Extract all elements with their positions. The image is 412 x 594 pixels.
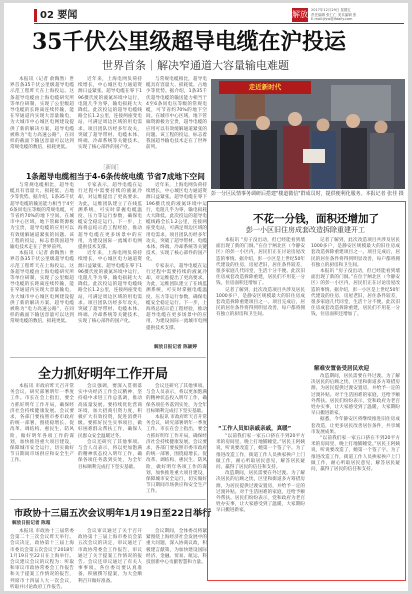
main-credit: 解放日报记者 陈颖婷 — [154, 345, 197, 350]
second-col-1: 本报讯 市政府昨天召开常务会议，研究部署明年一季度工作。市长在会上指出，要全力抓好明年工作开局，确保经济社会持续健康发展。会议要求，各部门要按照市委市政府的统一部署，围绕稳增长、促改革、调结构、惠民生、防风险，做好明年各项工作的谋划，加快推进重大项目建设，保障城市安全运行，切实做好节日期间市场供应和安全生产工作。 — [10, 384, 74, 464]
feature-col-1: 本报讯 “房子没出动，但已经能看到墙面出现了新的门洞。”在位于闸北区（今静安区）的彭一小区内，居民们正在讨论房屋改造的事情。据介绍，彭一小区是上世纪50年代建设的住房，房屋老旧，居住条件较差，很多家庭几代同堂，生活十分不便。此次旧住房成套改造拆除重建，居民们不用花一分钱，住房面积还增加了。 记者了解到，此次改造项目共涉及居民1000多户，是静安区规模最大的旧住房成套改造拆除重建项目之一。项目完成后，居民的居住条件将得到明显改善，每户都将拥有独立的厨房和卫生间。 — [216, 238, 305, 318]
feature-mini-head-1: “工作人员如亲戚亲戚，真暖” — [218, 426, 292, 432]
divider-1 — [10, 357, 206, 358]
main-col-6: 近年来，上海电网负荷持续增长，中心城区电力通道资源日益紧张。超导电缆在零下196摄氏度的液氮环境中运行，电阻几乎为零，输电损耗大大降低。此次投运的超导电缆线路全长1.2公里，连接两座变电站，可满足周边区域的用电需求。项目团队历经多年攻关，突破了超导带材、电缆本体、终端、冷却系统等关键技术，实现了核心部件的国产化。 专家表示，超导电缆在运行过程中需要持续的液氮冷却，对运维提出了更高要求。为此，运维团队建立了在线监测系统，可实时掌握电缆温度、压力等运行参数，确保电缆安全稳定运行。下一步，上海将总结示范工程经验，推动超导电缆在更多场景中的应用，为建设国际一流城市电网提供技术支撑。 — [146, 183, 207, 331]
main-headline: 35千伏公里级超导电缆在沪投运 — [32, 29, 346, 55]
second-col-3: 会议还研究了其他事项。与会人员表示，将以更加饱满的精神状态投入明年工作，确保各项任务落到实处，为全年目标顺利完成打下坚实基础。 本报讯 市政府昨天召开常务会议，研究部署明年一季度工作。市长在会上指出，要全力抓好明年工作开局，确保经济社会持续健康发展。会议要求，各部门要按照市委市政府的统一部署，围绕稳增长、促改革、调结构、惠民生、防风险，做好明年各项工作的谋划，加快推进重大项目建设，保障城市安全运行，切实做好节日期间市场供应和安全生产工作。 — [146, 384, 207, 495]
news-photo — [211, 79, 405, 189]
second-col-2: 会议强调，要深入贯彻落实中央经济工作会议精神，坚持稳中求进工作总基调，推动高质量发展。要持续优化营商环境，加大招商引资力度，积极扩大有效投资，促进消费升级。要抓好民生实事项目，做好困难群众帮扶工作，确保人民群众安全温暖过冬。 会议还研究了其他事项。与会人员表示，将以更加饱满的精神状态投入明年工作，确保各项任务落到实处，为全年目标顺利完成打下坚实基础。 — [78, 384, 142, 470]
header-rule — [34, 23, 404, 24]
third-col-3: 会议期间，全体委员将紧紧围绕上海经济社会发展中的重大问题，深入协商议政，积极建言献策，为加快建设国际经济、金融、贸易、航运、科技创新中心贡献智慧和力量。 — [146, 529, 207, 566]
masthead — [292, 8, 402, 22]
third-col-1: 本报讯 市政协十三届常委会第二十三次会议昨天举行。会议决定，政协第十三届上海市委员会第五次会议于2018年1月19日至22日在上海举行。会议建议会议的议程为：听取和审议市政协常委会工作报告和关于提案工作情况的报告，列席市十四届人大一次会议，听取并讨论政府工作报告。 — [10, 529, 74, 590]
section-label — [34, 9, 80, 22]
sub-headline: 1条超导电缆相当于4-6条传统电缆 节省7成地下空间 — [26, 172, 205, 181]
main-col-4: 与常规电缆相比，超导电缆具有容量大、损耗低、占地少等优势。据介绍，1条35千伏超导电缆的输送能力相当于4至6条同电压等级的常规电缆，可节省约70%的地下空间。在城市中心区域，地下管廊资源极为宝贵，超导电缆的应用可以有效缓解通道紧张的问题。该工程的投运，标志着我国超导输电技术走在了世界前列。 本报讯（记者 俞陶然）世界首条35千伏公里级超导电缆示范工程昨天在上海投运。这条超导电缆由上海电缆研究所等单位研制，实现了公里级超导电缆的长距离连续传输，能在窄通道内实现大容量输电，为大城市中心城区电网建设提供了新的解决方案。超导电缆被称为“电力高速公路”，在同样的截面下输送容量可以达到常规电缆的数倍，损耗更低。 — [10, 183, 74, 325]
main-col-5: 专家表示，超导电缆在运行过程中需要持续的液氮冷却，对运维提出了更高要求。为此，运维团队建立了在线监测系统，可实时掌握电缆温度、压力等运行参数，确保电缆安全稳定运行。下一步，上海将总结示范工程经验，推动超导电缆在更多场景中的应用，为建设国际一流城市电网提供技术支撑。 近年来，上海电网负荷持续增长，中心城区电力通道资源日益紧张。超导电缆在零下196摄氏度的液氮环境中运行，电阻几乎为零，输电损耗大大降低。此次投运的超导电缆线路全长1.2公里，连接两座变电站，可满足周边区域的用电需求。项目团队历经多年攻关，突破了超导带材、电缆本体、终端、冷却系统等关键技术，实现了核心部件的国产化。 — [78, 183, 142, 325]
news-tag: ［新闻］ — [100, 165, 123, 171]
third-col-2: 会议审议通过了关于召开政协第十三届上海市委员会第五次会议的决定，审议通过了市政协常委会工作报告，审议通过了关于提案工作情况的报告。会议还审议通过了有关人事事项。各位委员要认真准备，积极撰写提案，为大会顺利召开做好准备。 — [78, 529, 142, 584]
feature-col-4: 改造期间，居民需要在外过渡。为了解决居民的后顾之忧，区里和街道多方筹措房源，为居民提供过渡安置房，并给予一定的过渡补贴。对于生活困难的家庭，还给予额外帮扶。居民们纷纷表示，党和政府为老百姓办实事，让大家感受到了温暖，大家期盼早日搬进新家。 据悉，今年静安区将继续推进旧住房成套改造，让更多居民改善居住条件，共享城市发展成果。 “以前我们家一家五口挤在不到20平方米的房间里，晚上打地铺睡觉。”居民王阿姨说，听说要改造了，她第一个签了字。为了推进改造工作，街道工作人员挨家挨户上门做工作，耐心听取居民意见，解答居民疑问，赢得了居民的信任和支持。 — [311, 374, 400, 473]
photo-image — [211, 79, 405, 189]
photo-banner: 走近新时代 — [219, 81, 311, 94]
page-header — [4, 3, 408, 25]
feature-col-3: “以前我们家一家五口挤在不到20平方米的房间里，晚上打地铺睡觉。”居民王阿姨说，听说要改造了，她第一个签了字。为了推进改造工作，街道工作人员挨家挨户上门做工作，耐心听取居民意见，解答居民疑问，赢得了居民的信任和支持。 改造期间，居民需要在外过渡。为了解决居民的后顾之忧，区里和街道多方筹措房源，为居民提供过渡安置房，并给予一定的过渡补贴。对于生活困难的家庭，还给予额外帮扶。居民们纷纷表示，党和政府为老百姓办实事，让大家感受到了温暖，大家期盼早日搬进新家。 — [216, 434, 305, 514]
feature-subtitle: 彭一小区旧住房成套改造拆除重建开工 — [246, 226, 365, 234]
feature-col-2: 记者了解到，此次改造项目共涉及居民1000多户，是静安区规模最大的旧住房成套改造拆除重建项目之一。项目完成后，居民的居住条件将得到明显改善，每户都将拥有独立的厨房和卫生间。 本报讯 “房子没出动，但已经能看到墙面出现了新的门洞。”在位于闸北区（今静安区）的彭一小区内，居民们正在讨论房屋改造的事情。据介绍，彭一小区是上世纪50年代建设的住房，房屋老旧，居住条件较差，很多家庭几代同堂，生活十分不便。此次旧住房成套改造拆除重建，居民们不用花一分钱，住房面积还增加了。 — [311, 238, 400, 318]
second-headline: 全力抓好明年工作开局 — [38, 367, 169, 382]
page-number: 02 — [40, 10, 54, 21]
main-col-3: 与常规电缆相比，超导电缆具有容量大、损耗低、占地少等优势。据介绍，1条35千伏超导电缆的输送能力相当于4至6条同电压等级的常规电缆，可节省约70%的地下空间。在城市中心区域，地下管廊资源极为宝贵，超导电缆的应用可以有效缓解通道紧张的问题。该工程的投运，标志着我国超导输电技术走在了世界前列。 — [146, 77, 207, 151]
masthead-logo: 解放 — [292, 8, 308, 22]
main-col-2: 近年来，上海电网负荷持续增长，中心城区电力通道资源日益紧张。超导电缆在零下196摄氏度的液氮环境中运行，电阻几乎为零，输电损耗大大降低。此次投运的超导电缆线路全长1.2公里，连接两座变电站，可满足周边区域的用电需求。项目团队历经多年攻关，突破了超导带材、电缆本体、终端、冷却系统等关键技术，实现了核心部件的国产化。 — [78, 77, 142, 151]
feature-mini-head-2: 解难安置备受居民欢迎 — [314, 366, 370, 372]
third-credit: 解放日报记者 陈超 — [12, 521, 51, 526]
feature-box — [207, 201, 406, 581]
masthead-info: 2017年12月29日 星期五 责任编辑 张仁仁 美术编辑 张 E-mail:jfyw@jfdaily.com — [311, 8, 357, 22]
third-headline: 市政协十三届五次会议明年1月19日至22日举行 — [14, 508, 212, 519]
main-col-1: 本报讯（记者 俞陶然）世界首条35千伏公里级超导电缆示范工程昨天在上海投运。这条超导电缆由上海电缆研究所等单位研制，实现了公里级超导电缆的长距离连续传输，能在窄通道内实现大容量输电，为大城市中心城区电网建设提供了新的解决方案。超导电缆被称为“电力高速公路”，在同样的截面下输送容量可以达到常规电缆的数倍，损耗更低。 — [10, 77, 74, 151]
photo-caption: 彭一分区民情事务调研后搭建"楼道微信"群成员时，提供便利化服务。本报记者 张佳 摄 — [211, 191, 404, 197]
divider-2 — [10, 499, 206, 500]
section-name: 要闻 — [57, 10, 78, 21]
newspaper-page — [4, 3, 408, 591]
main-subhead: 世界首条｜解决窄通道大容量输电难题 — [102, 59, 289, 72]
feature-title: 不花一分钱，面积还增加了 — [253, 213, 379, 225]
